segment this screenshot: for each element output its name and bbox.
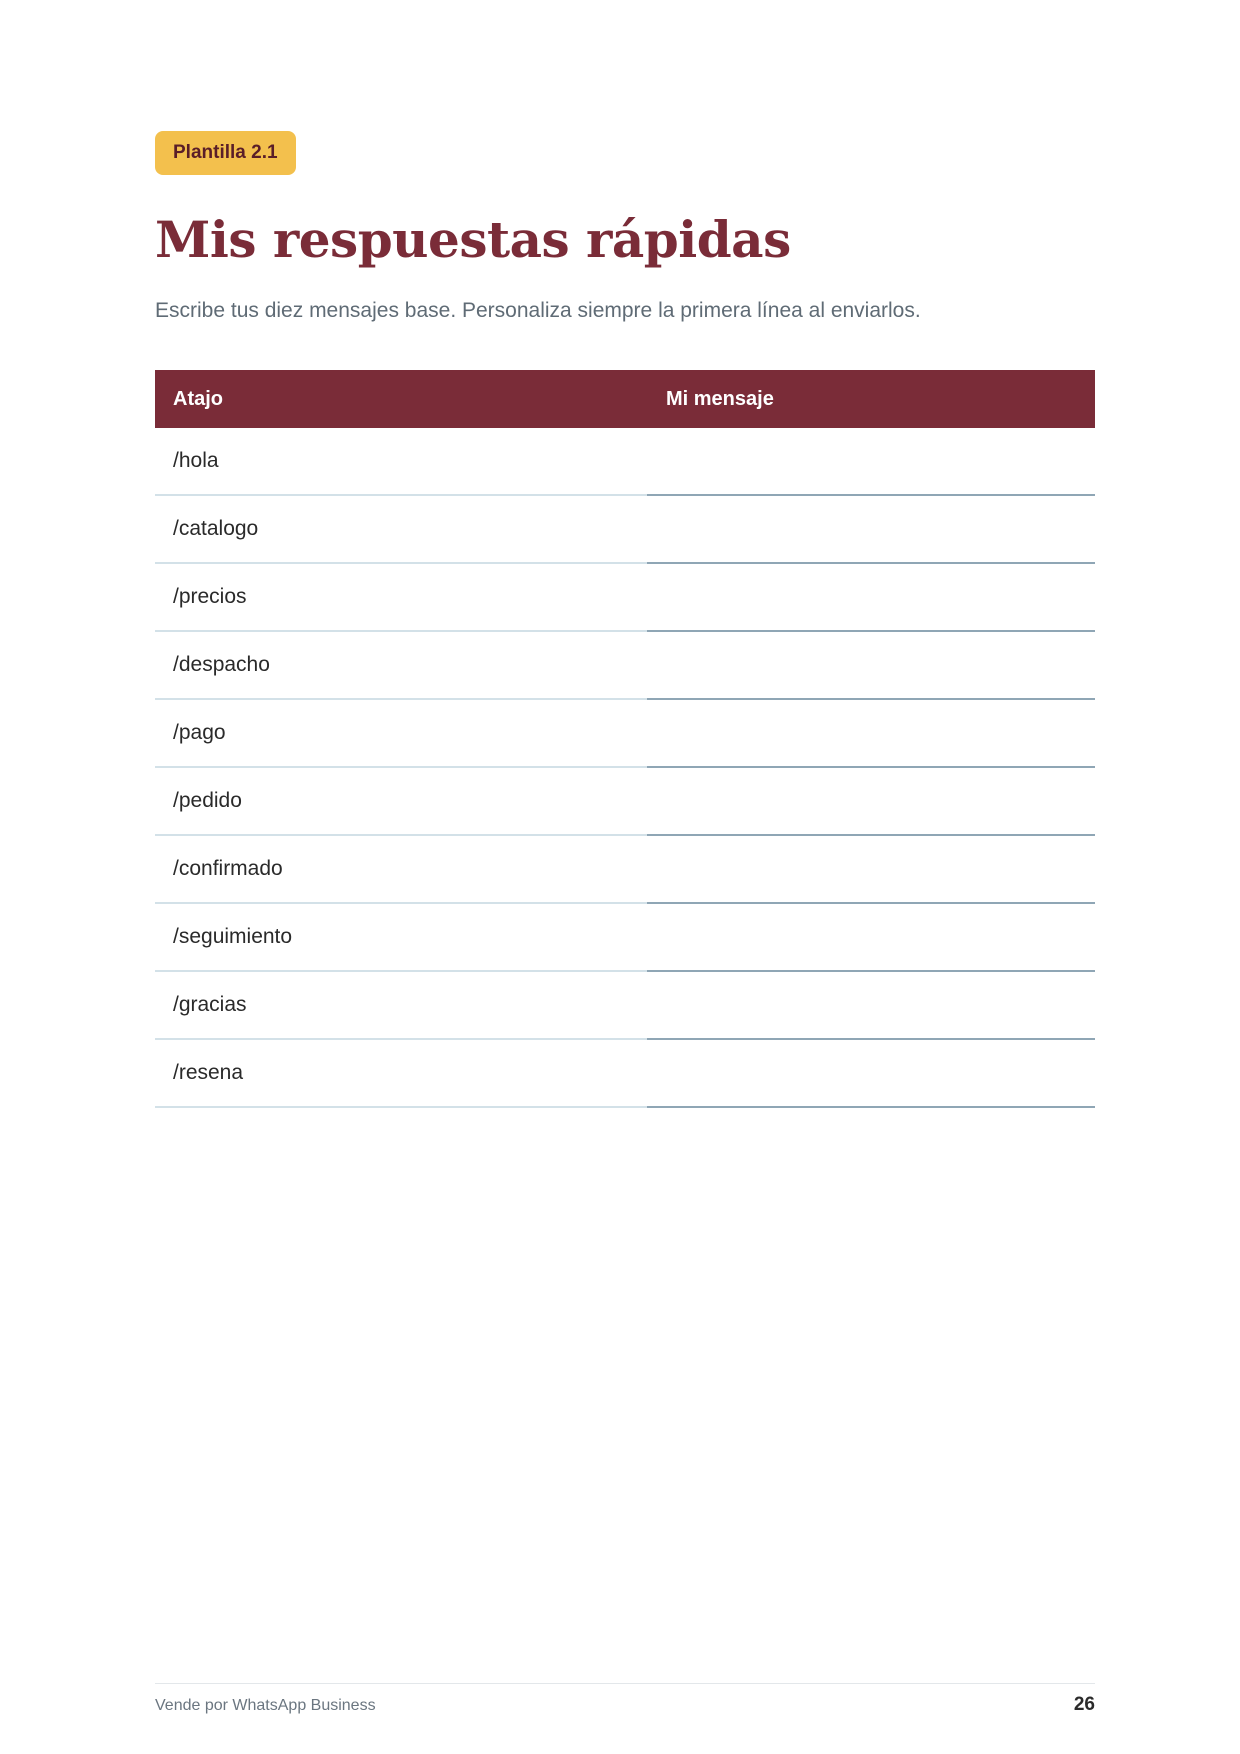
shortcut-cell: /catalogo: [173, 517, 259, 540]
table-row: [155, 972, 1095, 1040]
header-message: Mi mensaje: [666, 388, 774, 410]
table-row: [155, 632, 1095, 700]
page-footer: [155, 1683, 1095, 1715]
shortcut-cell: /pedido: [173, 789, 242, 812]
shortcut-cell: /despacho: [173, 653, 270, 676]
table-row: [155, 496, 1095, 564]
shortcut-cell: /gracias: [173, 993, 247, 1016]
shortcut-cell: /hola: [173, 449, 219, 472]
message-write-line[interactable]: [647, 1106, 1095, 1108]
header-shortcut: Atajo: [173, 388, 223, 410]
document-page: [155, 0, 1095, 1754]
shortcut-cell: /seguimiento: [173, 925, 293, 948]
table-row: [155, 564, 1095, 632]
page-subtitle: Escribe tus diez mensajes base. Personaliza siempre la primera línea al enviarlos.: [155, 299, 921, 322]
footer-book-title: Vende por WhatsApp Business: [155, 1697, 376, 1714]
quick-replies-table: [155, 370, 1095, 1108]
page-title: Mis respuestas rápidas: [155, 210, 791, 269]
page-number: 26: [1073, 1694, 1095, 1715]
table-row: [155, 1040, 1095, 1108]
shortcut-cell: /pago: [173, 721, 226, 744]
table-row: [155, 768, 1095, 836]
table-row: [155, 428, 1095, 496]
shortcut-cell: /confirmado: [173, 857, 283, 880]
table-row: [155, 700, 1095, 768]
table-row: [155, 836, 1095, 904]
table-header: [155, 370, 1095, 428]
table-row: [155, 904, 1095, 972]
shortcut-cell: /resena: [173, 1061, 244, 1084]
template-badge: Plantilla 2.1: [155, 131, 296, 175]
shortcut-cell: /precios: [173, 585, 247, 608]
